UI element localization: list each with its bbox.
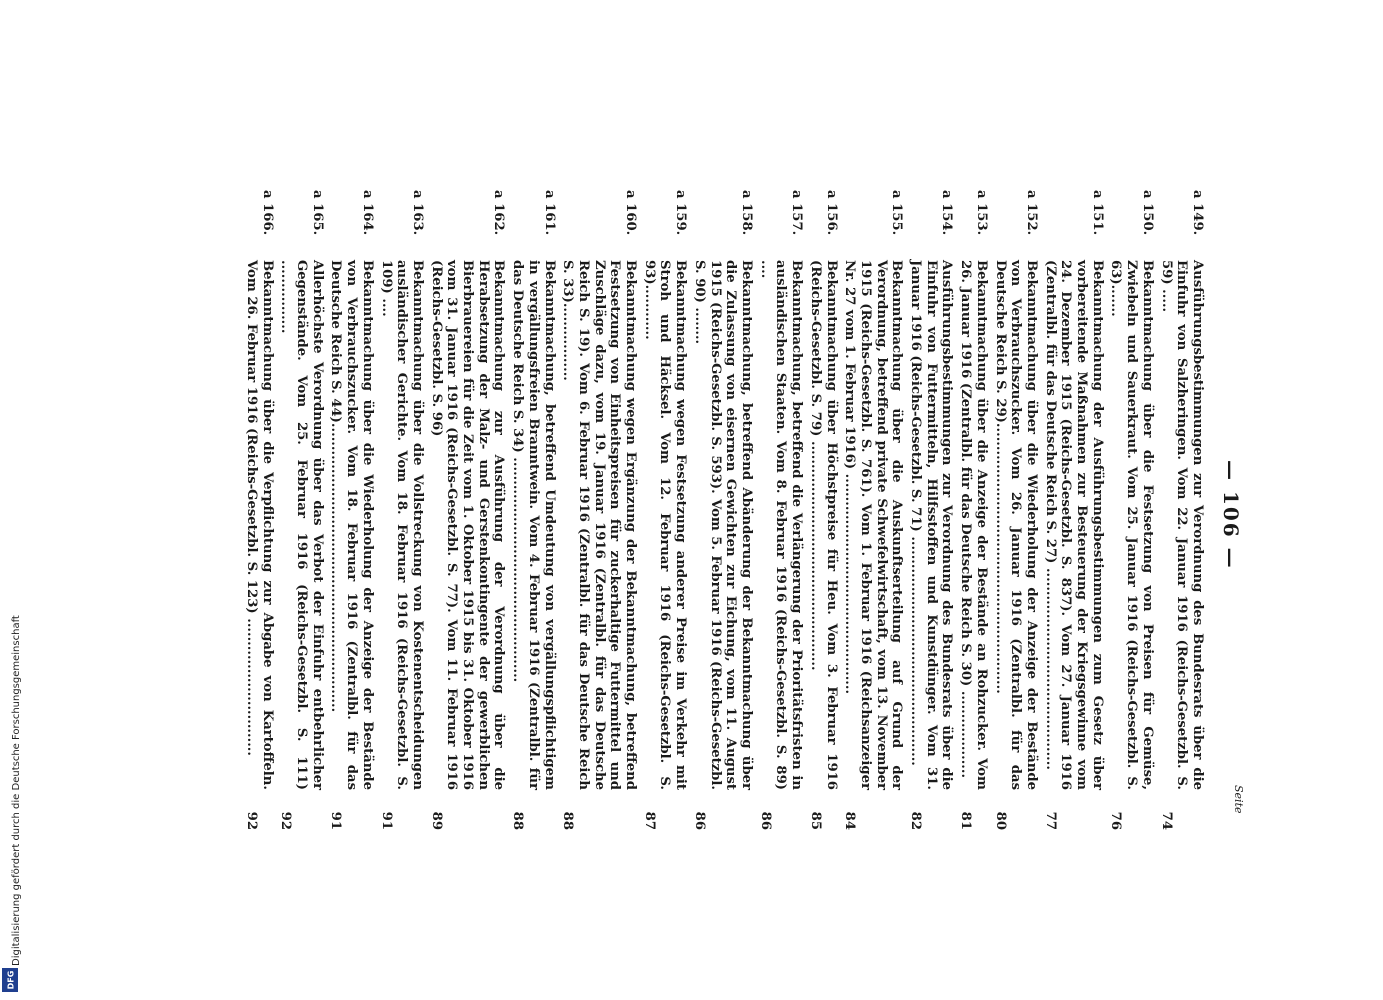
entry-text: Bekanntmachung über die Festsetzung von Preisen für Gemüse, Zwiebeln und Sauerkraut. Vom 25. Januar 1916 (Reichs-Gesetzbl. S. 63)....... [1108, 260, 1155, 790]
list-item [243, 190, 274, 830]
dfg-logo [2, 968, 18, 992]
list-item [1042, 190, 1105, 830]
entry-page-number: 76 [1108, 811, 1124, 830]
list-item [509, 190, 556, 830]
entry-page-number: 91 [378, 811, 394, 830]
entry-page-number: 74 [1158, 811, 1174, 830]
entry-text: Bekanntmachung wegen Ergänzung der Bekanntmachung, betreffend Festsetzung von Einheitspreisen für zuckerhaltige Futtermittel und Zuschläge dazu, vom 19. Januar 1916 (Zentralbl. für das Deutsche Reich S. 19). Vom 6. Februar 1916 (Zentralbl. für das Deutsche Reich S. 33)................. [560, 260, 639, 790]
list-item [428, 190, 507, 830]
list-item [842, 190, 905, 830]
entry-number: a 159. [673, 190, 689, 236]
entry-text: Bekanntmachung über die Anzeige der Bestände an Rohzucker. Vom 26. Januar 1916 (Zentralbl. für das Deutsche Reich S. 30) ................... [958, 260, 989, 790]
entry-page-number: 89 [428, 811, 444, 830]
list-item [560, 190, 639, 830]
list-item [278, 190, 325, 830]
entry-page-number: 92 [278, 811, 294, 830]
entry-page-number: 86 [691, 811, 707, 830]
entry-page-number: 77 [1042, 811, 1058, 830]
entry-page-number: 88 [510, 811, 526, 830]
list-item [757, 190, 804, 830]
document-page [165, 190, 1245, 830]
entry-number: a 165. [309, 190, 325, 236]
list-item [807, 190, 838, 830]
entry-list [240, 190, 1205, 830]
entry-text: Bekanntmachung über Höchstpreise für Heu. Vom 3. Februar 1916 (Reichs-Gesetzbl. S. 79) .................................................. [807, 260, 839, 790]
entry-page-number: 80 [992, 811, 1008, 830]
entry-page-number: 85 [807, 811, 823, 830]
entry-number: a 164. [359, 190, 375, 236]
entry-number: a 150. [1139, 190, 1155, 236]
entry-text: Bekanntmachung der Ausführungsbestimmungen zum Gesetz über vorbereitende Maßnahmen zur Besteuerung der Kriegsgewinne vom 24. Dezember 1915 (Reichs-Gesetzbl. S. 837). Vom 27. Januar 1916 (Zentralbl. für das Deutsche Reich S. 27) ............................................ [1042, 260, 1105, 790]
entry-page-number: 92 [243, 811, 259, 830]
entry-number: a 149. [1190, 190, 1205, 236]
entry-page-number: 86 [757, 811, 773, 830]
list-item [907, 190, 954, 830]
entry-text: Bekanntmachung über die Wiederholung der Anzeige der Bestände von Verbrauchszucker. Vom 26. Januar 1916 (Zentralbl. für das Deutsche Reich S. 29)........................................................... [992, 260, 1039, 790]
entry-text: Bekanntmachung, betreffend Abänderung der Bekanntmachung über die Zulassung von eisernen Gewichten zur Eichung, vom 11. August 1915 (Reichs-Gesetzbl. S. 593). Vom 5. Februar 1916 (Reichs-Gesetzbl. S. 90) ........ [691, 260, 755, 790]
page-number: — 106 — [1219, 460, 1243, 570]
entry-page-number: 84 [842, 811, 858, 830]
entry-page-number: 82 [908, 811, 924, 830]
list-item [641, 190, 688, 830]
entry-number: a 155. [889, 190, 905, 236]
entry-text: Bekanntmachung zur Ausführung der Verordnung über die Herabsetzung der Malz- und Gerstenkontingente der gewerblichen Bierbrauereien für die Zeit vom 1. Oktober 1915 bis 31. Oktober 1916 vom 31. Januar 1916 (Reichs-Gesetzbl. S. 77). Vom 11. Februar 1916 (Reichs-Gesetzbl. S. 96) [428, 260, 507, 790]
entry-number: a 151. [1089, 190, 1105, 236]
entry-number: a 160. [623, 190, 639, 236]
entry-text: Bekanntmachung über die Auskunftserteilung auf Grund der Verordnung, betreffend private Schwefelwirtschaft, vom 13. November 1915 (Reichs-Gesetzbl. S. 761). Vom 1. Februar 1916 (Reichsanzeiger Nr. 27 vom 1. Februar 1916) ................................................ [842, 260, 905, 790]
footer-band [0, 0, 22, 1000]
entry-number: a 162. [491, 190, 507, 236]
dfg-logo-text: DFG [6, 970, 16, 990]
entry-page-number: 87 [641, 811, 657, 830]
entry-text: Allerhöchste Verordnung über das Verbot der Einfuhr entbehrlicher Gegenstände. Vom 25. Februar 1916 (Reichs-Gesetzbl. S. 111) ................ [278, 260, 325, 790]
entry-text: Bekanntmachung wegen Festsetzung anderer Preise im Verkehr mit Stroh und Häcksel. Vom 12. Februar 1916 (Reichs-Gesetzbl. S. 93)............ [641, 260, 689, 790]
list-item [328, 190, 375, 830]
entry-number: a 163. [409, 190, 425, 236]
list-item [957, 190, 988, 830]
entry-text: Ausführungsbestimmungen zur Verordnung des Bundesrats über die Einfuhr von Salzheringen. Vom 22. Januar 1916 (Reichs-Gesetzbl. S. 59) ..... [1158, 260, 1205, 790]
seite-column-label: Seite [1232, 785, 1245, 814]
entry-text: Bekanntmachung, betreffend Umdeutung von vergällungspflichtigem in vergällungsfreien Branntwein. Vom 4. Februar 1916 (Zentralbl. für das Deutsche Reich S. 34) ................................................. [510, 260, 557, 790]
list-item [1158, 190, 1205, 830]
entry-number: a 166. [259, 190, 275, 236]
entry-page-number: 81 [958, 811, 974, 830]
entry-number: a 161. [541, 190, 557, 236]
digitization-note: Digitalisierung gefördert durch die Deutsche Forschungsgemeinschaft [11, 615, 22, 966]
entry-text: Bekanntmachung über die Vollstreckung von Kostenentscheidungen ausländischer Gerichte. Vom 18. Februar 1916 (Reichs-Gesetzbl. S. 109) .... [378, 260, 425, 790]
list-item [992, 190, 1039, 830]
entry-page-number: 88 [560, 811, 576, 830]
list-item [378, 190, 425, 830]
entry-number: a 153. [973, 190, 989, 236]
entry-page-number: 91 [328, 811, 344, 830]
entry-number: a 158. [739, 190, 755, 236]
entry-number: a 152. [1023, 190, 1039, 236]
entry-text: Bekanntmachung, betreffend die Verlängerung der Prioritätsfristen in ausländischen Staaten. Vom 8. Februar 1916 (Reichs-Gesetzbl. S. 89) .... [757, 260, 805, 790]
entry-text: Bekanntmachung über die Wiederholung der Anzeige der Bestände von Verbrauchszucker. Vom 18. Februar 1916 (Zentralbl. für das Deutsche Reich S. 44)............................................................... [328, 260, 375, 790]
entry-number: a 157. [789, 190, 805, 236]
entry-number: a 154. [939, 190, 955, 236]
entry-text: Ausführungsbestimmungen zur Verordnung des Bundesrats über die Einfuhr von Futtermitteln, Hilfsstoffen und Kunstdünger. Vom 31. Januar 1916 (Reichs-Gesetzbl. S. 71) .................................................. [908, 260, 955, 790]
list-item [1108, 190, 1155, 830]
entry-text: Bekanntmachung über die Verpflichtung zur Abgabe von Kartoffeln. Vom 26. Februar 1916 (Reichs-Gesetzbl. S. 123) .............................. [243, 260, 275, 790]
list-item [691, 190, 754, 830]
entry-number: a 156. [823, 190, 839, 236]
